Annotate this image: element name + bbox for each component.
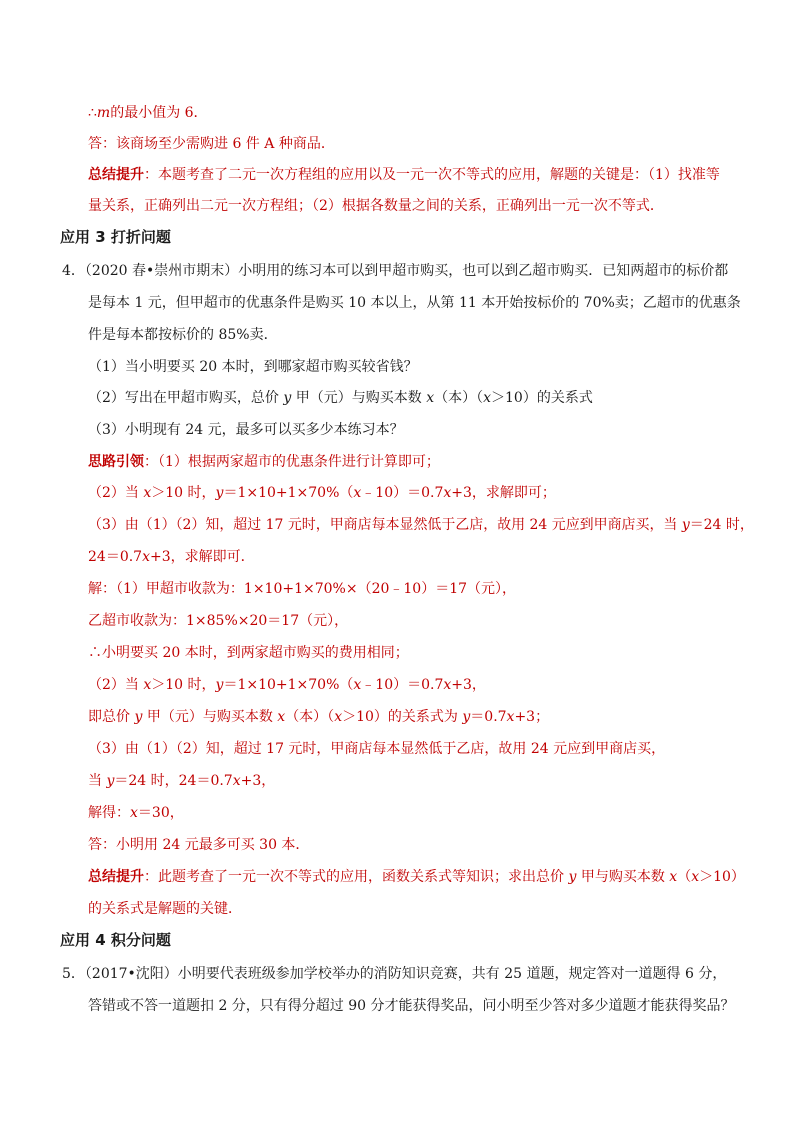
hint-label: 思路引领 bbox=[88, 454, 144, 470]
answer-line: 答：该商场至少需购进 6 件 A 种商品． bbox=[88, 136, 335, 152]
problem-line: 4．（2020 春•崇州市期末）小明用的练习本可以到甲超市购买，也可以到乙超市购买．已知两超市的标价都 bbox=[62, 263, 729, 279]
summary-label: 总结提升 bbox=[88, 869, 144, 885]
solution-line: 乙超市收款为：1×85%×20＝17（元）， bbox=[88, 613, 349, 629]
hint-line: （3）由（1）（2）知，超过 17 元时，甲商店每本显然低于乙店，故用 24 元应到甲商店买，当 y＝24 时， bbox=[88, 517, 754, 533]
summary-line: 总结提升：本题考查了二元一次方程组的应用以及一元一次不等式的应用，解题的关键是：（1）找准等 bbox=[88, 167, 720, 183]
problem-line: 是每本 1 元，但甲超市的优惠条件是购买 10 本以上，从第 11 本开始按标价的 70%卖；乙超市的优惠条 bbox=[88, 295, 741, 311]
solution-line: （3）由（1）（2）知，超过 17 元时，甲商店每本显然低于乙店，故用 24 元应到甲商店买， bbox=[88, 741, 666, 757]
solution-line: 即总价 y 甲（元）与购买本数 x（本）（x＞10）的关系式为 y＝0.7x+3； bbox=[88, 709, 550, 725]
solution-line: 当 y＝24 时，24＝0.7x+3， bbox=[88, 773, 276, 789]
summary-label: 总结提升 bbox=[88, 167, 144, 183]
problem-line: 5．（2017•沈阳）小明要代表班级参加学校举办的消防知识竞赛，共有 25 道题，规定答对一道题得 6 分， bbox=[62, 966, 727, 982]
solution-line: 解得：x＝30， bbox=[88, 805, 184, 821]
section-heading: 应用 4 积分问题 bbox=[60, 931, 171, 949]
problem-line: 答错或不答一道题扣 2 分，只有得分超过 90 分才能获得奖品，问小明至少答对多少道题才能获得奖品？ bbox=[88, 998, 735, 1014]
question-item: （3）小明现有 24 元，最多可以买多少本练习本？ bbox=[88, 422, 404, 438]
summary-line: 总结提升：此题考查了一元一次不等式的应用，函数关系式等知识；求出总价 y 甲与购买本数 x（x＞10） bbox=[88, 869, 745, 885]
question-item: （2）写出在甲超市购买，总价 y 甲（元）与购买本数 x（本）（x＞10）的关系式 bbox=[88, 390, 593, 406]
question-item: （1）当小明要买 20 本时，到哪家超市购买较省钱？ bbox=[88, 359, 418, 375]
hint-line: （2）当 x＞10 时，y＝1×10+1×70%（x﹣10）＝0.7x+3，求解即可； bbox=[88, 485, 556, 501]
solution-line: 解：（1）甲超市收款为：1×10+1×70%×（20﹣10）＝17（元）， bbox=[88, 581, 517, 597]
solution-line: ∴小明要买 20 本时，到两家超市购买的费用相同； bbox=[88, 645, 409, 661]
hint-line: 24＝0.7x+3，求解即可． bbox=[88, 549, 255, 565]
problem-line: 件是每本都按标价的 85%卖． bbox=[88, 327, 278, 343]
section-heading: 应用 3 打折问题 bbox=[60, 228, 171, 246]
answer-line: 答：小明用 24 元最多可买 30 本． bbox=[88, 837, 310, 853]
summary-line-2: 的关系式是解题的关键． bbox=[88, 901, 242, 917]
conclusion-line: ∴m的最小值为 6． bbox=[88, 105, 208, 121]
summary-line-2: 量关系，正确列出二元一次方程组；（2）根据各数量之间的关系，正确列出一元一次不等式． bbox=[88, 198, 664, 214]
solution-line: （2）当 x＞10 时，y＝1×10+1×70%（x﹣10）＝0.7x+3， bbox=[88, 677, 486, 693]
hint-line: 思路引领：（1）根据两家超市的优惠条件进行计算即可； bbox=[88, 454, 440, 470]
